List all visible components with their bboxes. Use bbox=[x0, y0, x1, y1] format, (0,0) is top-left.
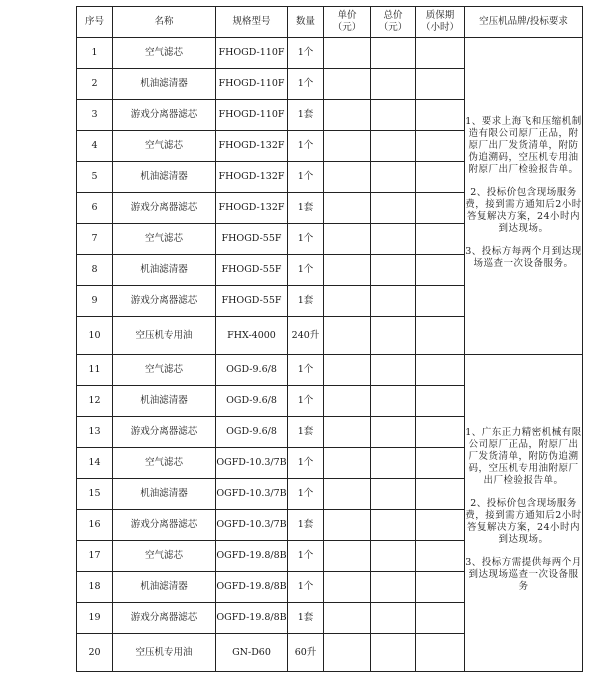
cell-qty: 1个 bbox=[288, 38, 324, 69]
header-qty: 数量 bbox=[288, 7, 324, 38]
table-row bbox=[77, 355, 583, 386]
cell-qty: 1套 bbox=[288, 100, 324, 131]
cell-unit-price bbox=[324, 100, 371, 131]
cell-name: 空气滤芯 bbox=[113, 541, 216, 572]
cell-qty: 1套 bbox=[288, 417, 324, 448]
cell-warranty bbox=[416, 224, 465, 255]
cell-name: 游戏分离器滤芯 bbox=[113, 510, 216, 541]
header-requirements: 空压机品牌/投标要求 bbox=[465, 7, 583, 38]
cell-qty: 1个 bbox=[288, 572, 324, 603]
cell-qty: 1套 bbox=[288, 286, 324, 317]
cell-name: 机油滤清器 bbox=[113, 479, 216, 510]
cell-warranty bbox=[416, 572, 465, 603]
cell-qty: 1个 bbox=[288, 162, 324, 193]
header-no: 序号 bbox=[77, 7, 113, 38]
cell-qty: 1个 bbox=[288, 255, 324, 286]
cell-warranty bbox=[416, 603, 465, 634]
cell-no: 5 bbox=[77, 162, 113, 193]
cell-qty: 60升 bbox=[288, 634, 324, 672]
cell-qty: 1个 bbox=[288, 131, 324, 162]
cell-name: 机油滤清器 bbox=[113, 69, 216, 100]
cell-total-price bbox=[371, 634, 416, 672]
cell-no: 8 bbox=[77, 255, 113, 286]
cell-qty: 1个 bbox=[288, 224, 324, 255]
cell-unit-price bbox=[324, 162, 371, 193]
cell-qty: 240升 bbox=[288, 317, 324, 355]
cell-no: 14 bbox=[77, 448, 113, 479]
cell-model: FHOGD-110F bbox=[216, 38, 288, 69]
cell-total-price bbox=[371, 69, 416, 100]
cell-qty: 1套 bbox=[288, 603, 324, 634]
cell-unit-price bbox=[324, 448, 371, 479]
cell-model: OGFD-10.3/7B bbox=[216, 510, 288, 541]
cell-name: 空气滤芯 bbox=[113, 448, 216, 479]
cell-no: 18 bbox=[77, 572, 113, 603]
cell-no: 1 bbox=[77, 38, 113, 69]
cell-name: 空压机专用油 bbox=[113, 634, 216, 672]
cell-total-price bbox=[371, 541, 416, 572]
cell-no: 19 bbox=[77, 603, 113, 634]
cell-total-price bbox=[371, 100, 416, 131]
cell-no: 10 bbox=[77, 317, 113, 355]
cell-warranty bbox=[416, 386, 465, 417]
cell-name: 游戏分离器滤芯 bbox=[113, 603, 216, 634]
cell-no: 13 bbox=[77, 417, 113, 448]
cell-no: 16 bbox=[77, 510, 113, 541]
cell-total-price bbox=[371, 355, 416, 386]
cell-model: OGFD-19.8/8B bbox=[216, 541, 288, 572]
cell-model: OGFD-10.3/7B bbox=[216, 448, 288, 479]
cell-model: GN-D60 bbox=[216, 634, 288, 672]
cell-no: 17 bbox=[77, 541, 113, 572]
cell-total-price bbox=[371, 572, 416, 603]
requirements-cell-2 bbox=[465, 355, 583, 672]
cell-total-price bbox=[371, 286, 416, 317]
cell-model: OGD-9.6/8 bbox=[216, 417, 288, 448]
cell-name: 空气滤芯 bbox=[113, 131, 216, 162]
header-unit-price bbox=[324, 7, 371, 38]
cell-unit-price bbox=[324, 131, 371, 162]
cell-no: 20 bbox=[77, 634, 113, 672]
cell-no: 7 bbox=[77, 224, 113, 255]
cell-qty: 1套 bbox=[288, 193, 324, 224]
cell-unit-price bbox=[324, 69, 371, 100]
header-warranty-line1: 质保期 bbox=[425, 10, 455, 21]
header-total-price bbox=[371, 7, 416, 38]
cell-name: 空压机专用油 bbox=[113, 317, 216, 355]
cell-warranty bbox=[416, 69, 465, 100]
cell-warranty bbox=[416, 100, 465, 131]
cell-model: OGD-9.6/8 bbox=[216, 386, 288, 417]
cell-qty: 1套 bbox=[288, 510, 324, 541]
cell-total-price bbox=[371, 131, 416, 162]
cell-unit-price bbox=[324, 572, 371, 603]
cell-unit-price bbox=[324, 224, 371, 255]
cell-name: 机油滤清器 bbox=[113, 162, 216, 193]
cell-unit-price bbox=[324, 634, 371, 672]
cell-no: 4 bbox=[77, 131, 113, 162]
header-name: 名称 bbox=[113, 7, 216, 38]
cell-warranty bbox=[416, 448, 465, 479]
cell-total-price bbox=[371, 479, 416, 510]
cell-total-price bbox=[371, 386, 416, 417]
cell-total-price bbox=[371, 193, 416, 224]
cell-no: 9 bbox=[77, 286, 113, 317]
requirement-paragraph: 1、广东正力精密机械有限公司原厂正品，附原厂出厂发货清单，附防伪追溯码，空压机专用油附原厂出厂检验报告单。 bbox=[465, 427, 582, 486]
cell-total-price bbox=[371, 162, 416, 193]
cell-unit-price bbox=[324, 193, 371, 224]
cell-warranty bbox=[416, 355, 465, 386]
header-unit-price-line1: 单价 bbox=[337, 10, 357, 21]
cell-warranty bbox=[416, 510, 465, 541]
cell-name: 机油滤清器 bbox=[113, 572, 216, 603]
cell-no: 12 bbox=[77, 386, 113, 417]
header-total-price-line1: 总价 bbox=[383, 10, 403, 21]
cell-unit-price bbox=[324, 510, 371, 541]
cell-total-price bbox=[371, 224, 416, 255]
cell-unit-price bbox=[324, 479, 371, 510]
cell-warranty bbox=[416, 193, 465, 224]
cell-warranty bbox=[416, 131, 465, 162]
cell-model: FHOGD-55F bbox=[216, 224, 288, 255]
cell-name: 空气滤芯 bbox=[113, 355, 216, 386]
requirement-paragraph: 3、投标方每两个月到达现场巡查一次设备服务。 bbox=[465, 246, 582, 269]
cell-total-price bbox=[371, 603, 416, 634]
cell-warranty bbox=[416, 417, 465, 448]
quotation-table bbox=[76, 6, 583, 672]
cell-name: 游戏分离器滤芯 bbox=[113, 193, 216, 224]
cell-model: FHOGD-55F bbox=[216, 255, 288, 286]
cell-warranty bbox=[416, 38, 465, 69]
cell-qty: 1个 bbox=[288, 541, 324, 572]
header-row bbox=[77, 7, 583, 38]
cell-unit-price bbox=[324, 286, 371, 317]
requirement-paragraph: 3、投标方需提供每两个月到达现场巡查一次设备服务 bbox=[465, 557, 582, 592]
cell-qty: 1个 bbox=[288, 479, 324, 510]
cell-total-price bbox=[371, 38, 416, 69]
cell-qty: 1个 bbox=[288, 69, 324, 100]
cell-name: 游戏分离器滤芯 bbox=[113, 100, 216, 131]
header-unit-price-line2: （元） bbox=[332, 22, 362, 33]
cell-unit-price bbox=[324, 417, 371, 448]
cell-unit-price bbox=[324, 255, 371, 286]
cell-name: 机油滤清器 bbox=[113, 255, 216, 286]
cell-warranty bbox=[416, 255, 465, 286]
cell-unit-price bbox=[324, 317, 371, 355]
cell-warranty bbox=[416, 541, 465, 572]
cell-name: 游戏分离器滤芯 bbox=[113, 286, 216, 317]
cell-no: 2 bbox=[77, 69, 113, 100]
cell-total-price bbox=[371, 255, 416, 286]
cell-total-price bbox=[371, 417, 416, 448]
requirement-paragraph: 1、要求上海飞和压缩机制造有限公司原厂正品，附原厂出厂发货清单，附防伪追溯码，空压机专用油附原厂出厂检验报告单。 bbox=[465, 116, 582, 175]
cell-unit-price bbox=[324, 355, 371, 386]
cell-warranty bbox=[416, 286, 465, 317]
cell-model: FHX-4000 bbox=[216, 317, 288, 355]
cell-model: OGFD-10.3/7B bbox=[216, 479, 288, 510]
cell-total-price bbox=[371, 448, 416, 479]
cell-model: FHOGD-110F bbox=[216, 100, 288, 131]
cell-unit-price bbox=[324, 541, 371, 572]
cell-qty: 1个 bbox=[288, 355, 324, 386]
cell-model: FHOGD-132F bbox=[216, 162, 288, 193]
cell-model: OGD-9.6/8 bbox=[216, 355, 288, 386]
cell-warranty bbox=[416, 634, 465, 672]
requirements-cell-1 bbox=[465, 38, 583, 355]
cell-model: OGFD-19.8/8B bbox=[216, 603, 288, 634]
header-warranty bbox=[416, 7, 465, 38]
header-model: 规格型号 bbox=[216, 7, 288, 38]
cell-name: 游戏分离器滤芯 bbox=[113, 417, 216, 448]
requirement-paragraph: 2、投标价包含现场服务费，接到需方通知后2小时答复解决方案，24小时内到达现场。 bbox=[465, 498, 582, 545]
table-row bbox=[77, 38, 583, 69]
cell-warranty bbox=[416, 479, 465, 510]
cell-warranty bbox=[416, 317, 465, 355]
cell-no: 15 bbox=[77, 479, 113, 510]
cell-no: 3 bbox=[77, 100, 113, 131]
cell-model: FHOGD-110F bbox=[216, 69, 288, 100]
cell-qty: 1个 bbox=[288, 386, 324, 417]
cell-name: 空气滤芯 bbox=[113, 224, 216, 255]
requirement-paragraph: 2、投标价包含现场服务费，接到需方通知后2小时答复解决方案，24小时内到达现场。 bbox=[465, 187, 582, 234]
cell-model: OGFD-19.8/8B bbox=[216, 572, 288, 603]
cell-model: FHOGD-132F bbox=[216, 193, 288, 224]
cell-warranty bbox=[416, 162, 465, 193]
cell-unit-price bbox=[324, 603, 371, 634]
cell-name: 空气滤芯 bbox=[113, 38, 216, 69]
cell-no: 11 bbox=[77, 355, 113, 386]
cell-unit-price bbox=[324, 386, 371, 417]
cell-unit-price bbox=[324, 38, 371, 69]
cell-total-price bbox=[371, 510, 416, 541]
cell-name: 机油滤清器 bbox=[113, 386, 216, 417]
cell-model: FHOGD-132F bbox=[216, 131, 288, 162]
cell-no: 6 bbox=[77, 193, 113, 224]
header-total-price-line2: （元） bbox=[378, 22, 408, 33]
cell-qty: 1个 bbox=[288, 448, 324, 479]
cell-total-price bbox=[371, 317, 416, 355]
cell-model: FHOGD-55F bbox=[216, 286, 288, 317]
header-warranty-line2: （小时） bbox=[420, 22, 459, 33]
